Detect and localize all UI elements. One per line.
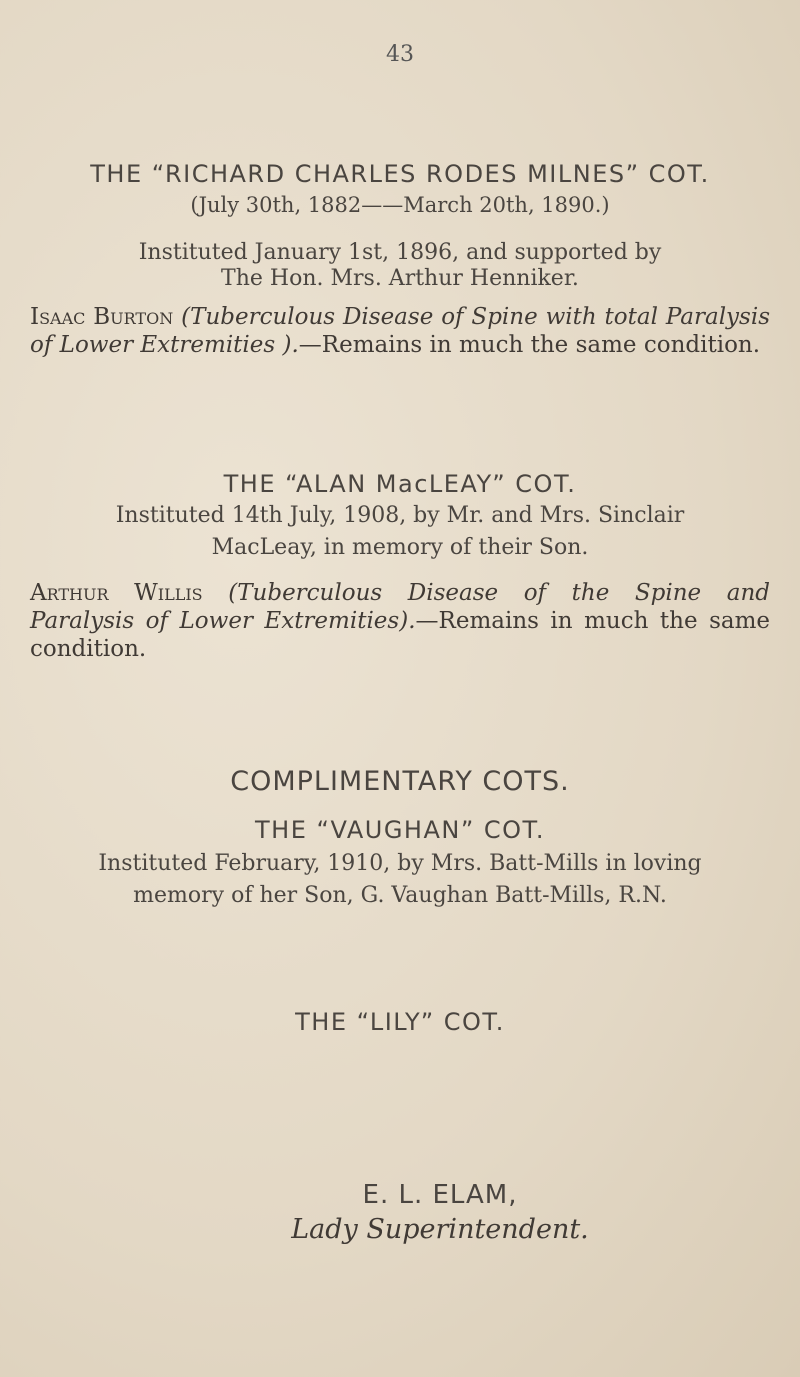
page-number: 43 [386,42,414,67]
section-title-complimentary: COMPLIMENTARY COTS. [230,766,570,797]
signature-name: E. L. ELAM, [362,1180,518,1210]
instituted-macleay-line2: MacLeay, in memory of their Son. [211,535,589,560]
instituted-macleay-line1: Instituted 14th July, 1908, by Mr. and Mrs. Sinclair [115,503,685,528]
patient-status: —Remains in much the same condition. [298,332,761,358]
patient-condition: (Tuberculous Disease of Spine with total Paralysis [181,304,771,330]
patient-condition: Paralysis of Lower Extremities). [30,608,416,634]
instituted-vaughan-line1: Instituted February, 1910, by Mrs. Batt-Mills in loving [98,851,702,876]
cot-title-lily: THE “LILY” COT. [295,1008,505,1036]
patient-entry-burton-line2 [30,330,770,360]
patient-entry-burton-line1 [30,302,770,332]
patient-name: Arthur Willis [30,580,203,606]
patient-condition: (Tuberculous Disease of the Spine and [228,580,771,606]
cot-title-vaughan: THE “VAUGHAN” COT. [255,816,545,844]
instituted-milnes-line1: Instituted January 1st, 1896, and supported by [138,240,662,265]
patient-status: —Remains in much the same [415,608,771,634]
patient-condition: of Lower Extremities ). [30,332,299,358]
patient-entry-willis-line1 [30,578,770,608]
cot-title-macleay: THE “ALAN MacLEAY” COT. [223,470,577,498]
patient-entry-willis-line3: condition. [30,636,147,662]
patient-name: Isaac Burton [30,304,174,330]
cot-dates-milnes: (July 30th, 1882——March 20th, 1890.) [190,193,610,217]
signature-role: Lady Superintendent. [291,1214,589,1245]
instituted-milnes-line2: The Hon. Mrs. Arthur Henniker. [221,266,579,291]
instituted-vaughan-line2: memory of her Son, G. Vaughan Batt-Mills, R.N. [133,883,667,908]
patient-entry-willis-line2 [30,606,770,636]
cot-title-milnes: THE “RICHARD CHARLES RODES MILNES” COT. [90,160,710,188]
